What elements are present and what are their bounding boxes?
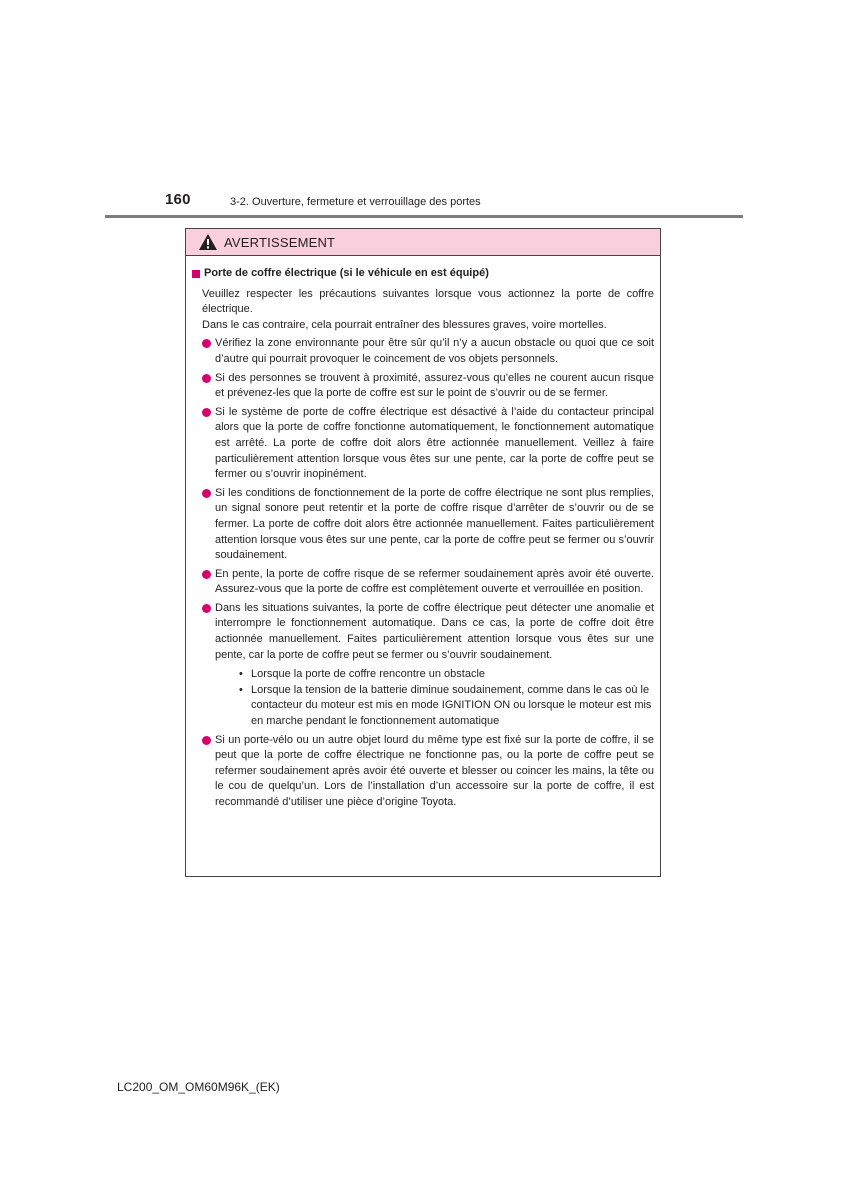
section-title: 3-2. Ouverture, fermeture et verrouillage des portes [230, 196, 481, 208]
page-number: 160 [165, 191, 191, 208]
bullet-item [202, 601, 654, 730]
bullet-dot-icon [202, 408, 211, 417]
sub-bullet-mark: • [239, 668, 243, 681]
warning-label: AVERTISSEMENT [224, 234, 336, 250]
bullet-item [202, 405, 654, 483]
bullet-item [202, 371, 654, 402]
bullet-dot-icon [202, 339, 211, 348]
bullet-dot-icon [202, 489, 211, 498]
sub-item [239, 683, 654, 730]
footer-document-code: LC200_OM_OM60M96K_(EK) [117, 1080, 280, 1094]
sub-list [239, 667, 654, 729]
warning-header [186, 229, 660, 256]
warning-bullet-list [202, 336, 654, 810]
sub-item-text: Lorsque la porte de coffre rencontre un obstacle [251, 668, 486, 681]
bullet-dot-icon [202, 604, 211, 613]
header-rule [105, 215, 743, 218]
warning-triangle-icon [198, 233, 218, 251]
bullet-text: Si un porte-vélo ou un autre objet lourd du même type est fixé sur la porte de coffre, il se peut que la porte de coffre électrique ne fonctionne pas, ou la porte de coffre peut se refermer soudainement après avoir été ouverte et blesser ou coincer les mains, la tête ou le cou de quelqu’un. Lors de l’installation d’un accessoire sur la porte de coffre, il est recommandé d’utiliser une pièce d’origine Toyota. [215, 733, 654, 808]
bullet-dot-icon [202, 736, 211, 745]
topic-square-icon [192, 270, 200, 278]
warning-topic [192, 266, 654, 282]
bullet-item [202, 567, 654, 598]
sub-item-text: Lorsque la tension de la batterie diminue soudainement, comme dans le cas où le contacteur du moteur est mis en mode IGNITION ON ou lorsque le moteur est mis en marche pendant le fonctionnement automatique [251, 683, 652, 728]
bullet-text: Si des personnes se trouvent à proximité, assurez-vous qu’elles ne courent aucun risque et prévenez-les que la porte de coffre est sur le point de s’ouvrir ou de se fermer. [215, 371, 654, 400]
sub-bullet-mark: • [239, 683, 243, 696]
bullet-item [202, 733, 654, 811]
bullet-content [215, 601, 654, 730]
intro-line: Dans le cas contraire, cela pourrait entraîner des blessures graves, voire mortelles. [202, 318, 607, 331]
bullet-text: Si le système de porte de coffre électrique est désactivé à l’aide du contacteur principal alors que la porte de coffre fonctionne automatiquement, le fonctionnement automatique est arrêté. La porte de coffre doit alors être actionnée manuellement. Veillez à faire particulièrement attention lorsque vous êtes sur une pente, car la porte de coffre peut se fermer ou s’ouvrir inopinément. [215, 405, 654, 481]
sub-item [239, 667, 654, 683]
intro-paragraph [202, 287, 654, 334]
bullet-text: Dans les situations suivantes, la porte de coffre électrique peut détecter une anomalie et interrompre le fonctionnement automatique. Dans ce cas, la porte de coffre doit être actionnée manuellement. Faites particulièrement attention lorsque vous êtes sur une pente, car la porte de coffre peut se fermer ou s’ouvrir soudainement. [215, 601, 654, 661]
warning-body [186, 256, 660, 811]
bullet-text: En pente, la porte de coffre risque de se refermer soudainement après avoir été ouverte. Assurez-vous que la porte de coffre est complètement ouverte et verrouillée en position. [215, 567, 654, 596]
bullet-dot-icon [202, 570, 211, 579]
bullet-item [202, 486, 654, 564]
intro-line: Veuillez respecter les précautions suivantes lorsque vous actionnez la porte de coffre électrique. [202, 287, 654, 316]
warning-topic-text: Porte de coffre électrique (si le véhicule en est équipé) [204, 267, 489, 279]
bullet-text: Si les conditions de fonctionnement de la porte de coffre électrique ne sont plus remplies, un signal sonore peut retentir et la porte de coffre risque d’arrêter de s’ouvrir ou de se fermer. La porte de coffre doit alors être actionnée manuellement. Faites particulièrement attention lorsque vous êtes sur une pente, car la porte de coffre peut se fermer ou s’ouvrir soudainement. [215, 486, 654, 562]
bullet-text: Vérifiez la zone environnante pour être sûr qu’il n’y a aucun obstacle ou quoi que ce soit d’autre qui pourrait provoquer le coincement de vos objets personnels. [215, 337, 654, 365]
bullet-item [202, 336, 654, 367]
bullet-dot-icon [202, 374, 211, 383]
warning-box [185, 228, 661, 877]
